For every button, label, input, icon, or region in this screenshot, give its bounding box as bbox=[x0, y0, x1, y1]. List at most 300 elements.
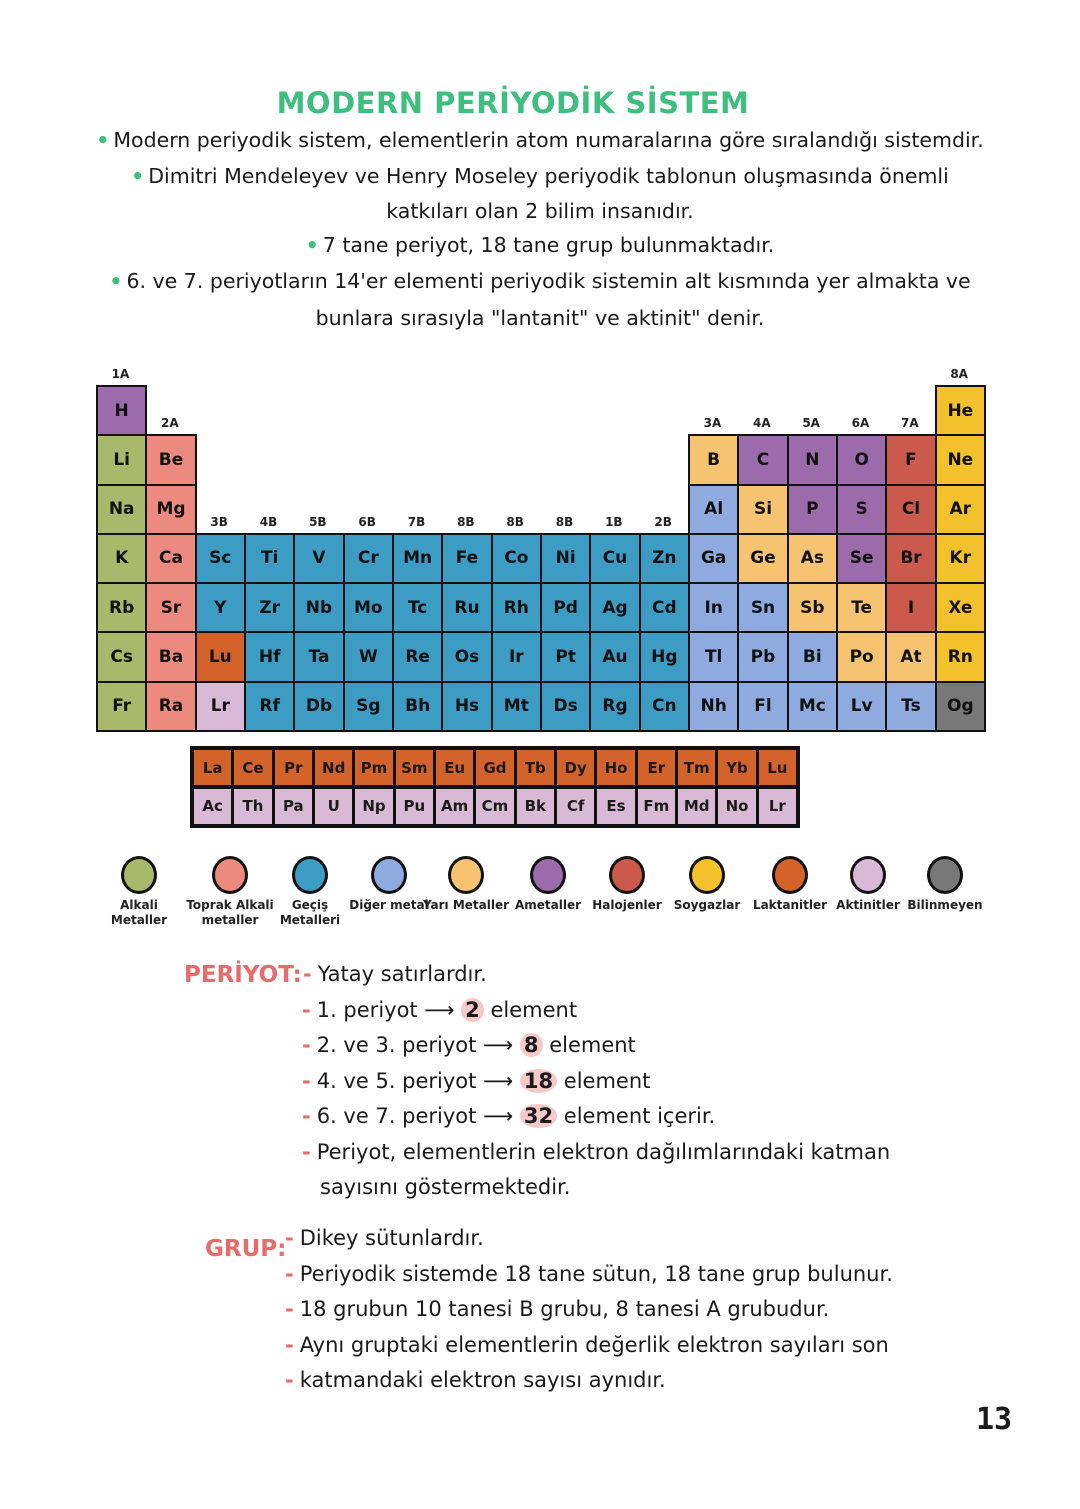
element-symbol: Na bbox=[108, 499, 135, 520]
group-label: 6A bbox=[851, 416, 870, 431]
element-cell bbox=[935, 484, 986, 535]
element-symbol: Rf bbox=[259, 696, 280, 717]
element-symbol: Cl bbox=[901, 499, 921, 520]
element-cell bbox=[935, 434, 986, 485]
dash-marker: - bbox=[285, 1297, 294, 1321]
line-text: 2. ve 3. periyot ⟶ bbox=[316, 1033, 514, 1057]
element-symbol: Ts bbox=[901, 696, 921, 717]
element-cell bbox=[787, 484, 838, 535]
element-symbol: Mo bbox=[354, 597, 383, 618]
element-symbol: V bbox=[312, 548, 326, 569]
highlighted-number: 18 bbox=[520, 1069, 557, 1093]
lanthanide-cell: Gd bbox=[474, 748, 515, 787]
element-symbol: K bbox=[115, 548, 129, 569]
element-symbol: Ni bbox=[555, 548, 576, 569]
element-symbol: Zn bbox=[652, 548, 677, 569]
dash-marker: - bbox=[285, 1368, 294, 1392]
element-cell bbox=[343, 681, 394, 732]
element-cell bbox=[688, 533, 739, 584]
line-text: 18 grubun 10 tanesi B grubu, 8 tanesi A grubudur. bbox=[299, 1297, 830, 1321]
element-symbol: Sc bbox=[209, 548, 232, 569]
element-symbol: In bbox=[704, 597, 723, 618]
element-symbol: Fe bbox=[455, 548, 479, 569]
line-text: 4. ve 5. periyot ⟶ bbox=[316, 1068, 514, 1093]
line-text: 1. periyot ⟶ bbox=[316, 997, 455, 1022]
element-symbol: Bh bbox=[405, 696, 431, 717]
actinide-cell: Th bbox=[232, 787, 273, 826]
element-cell bbox=[244, 582, 295, 633]
element-cell bbox=[589, 582, 640, 633]
periyot-line bbox=[302, 1104, 715, 1128]
element-cell bbox=[392, 533, 443, 584]
element-symbol: Sg bbox=[356, 696, 381, 717]
element-symbol: Rh bbox=[503, 597, 529, 618]
lanthanide-cell: Lu bbox=[757, 748, 798, 787]
element-symbol: Sn bbox=[750, 597, 776, 618]
actinide-cell: Cf bbox=[555, 787, 596, 826]
line-text: sayısını göstermektedir. bbox=[320, 1175, 571, 1199]
periyot-line bbox=[302, 1069, 650, 1093]
group-label: 2A bbox=[161, 416, 179, 431]
intro-text: Dimitri Mendeleyev ve Henry Moseley periyodik tablonun oluşmasında önemli bbox=[148, 164, 949, 188]
element-cell bbox=[343, 582, 394, 633]
actinide-cell: Md bbox=[676, 787, 717, 826]
element-cell bbox=[688, 484, 739, 535]
intro-line bbox=[40, 233, 1040, 257]
lanthanide-cell: Ho bbox=[595, 748, 636, 787]
element-cell bbox=[244, 533, 295, 584]
element-cell bbox=[589, 631, 640, 682]
intro-line bbox=[40, 199, 1040, 223]
element-symbol: Rb bbox=[109, 597, 135, 618]
element-cell bbox=[392, 631, 443, 682]
element-symbol: Sr bbox=[160, 597, 182, 618]
grup-line bbox=[285, 1226, 484, 1250]
element-cell bbox=[441, 533, 492, 584]
element-cell bbox=[540, 582, 591, 633]
element-cell bbox=[96, 434, 147, 485]
line-text: element bbox=[549, 1033, 636, 1057]
element-cell bbox=[885, 484, 936, 535]
element-symbol: Ds bbox=[553, 696, 578, 717]
legend-label: Yarı Metaller bbox=[422, 898, 510, 912]
dash-marker: - bbox=[302, 1104, 311, 1128]
legend-swatch bbox=[292, 856, 328, 894]
actinide-cell: Np bbox=[353, 787, 394, 826]
legend-swatch bbox=[371, 856, 407, 894]
group-label: 8B bbox=[457, 514, 475, 529]
legend-label: Aktinitler bbox=[836, 898, 900, 912]
element-symbol: Pt bbox=[555, 647, 576, 668]
element-cell bbox=[145, 582, 196, 633]
actinide-cell: No bbox=[716, 787, 757, 826]
element-cell bbox=[293, 533, 344, 584]
element-cell bbox=[145, 533, 196, 584]
element-cell bbox=[96, 533, 147, 584]
legend-label: Geçiş Metalleri bbox=[279, 898, 341, 927]
element-symbol: Ra bbox=[158, 696, 184, 717]
dash-marker: - bbox=[285, 1332, 294, 1357]
element-symbol: Be bbox=[158, 449, 184, 470]
grup-line bbox=[285, 1333, 889, 1357]
element-symbol: Hf bbox=[258, 647, 281, 668]
element-symbol: Bi bbox=[802, 647, 822, 668]
element-cell bbox=[343, 631, 394, 682]
element-symbol: Po bbox=[849, 647, 874, 668]
dash-marker: - bbox=[302, 997, 311, 1022]
bullet-icon: • bbox=[109, 269, 123, 293]
element-symbol: Lu bbox=[208, 647, 232, 668]
element-cell bbox=[145, 631, 196, 682]
actinide-cell: Am bbox=[434, 787, 475, 826]
element-cell bbox=[836, 582, 887, 633]
lanthanide-cell: Ce bbox=[232, 748, 273, 787]
line-text: 6. ve 7. periyot ⟶ bbox=[316, 1104, 514, 1128]
element-symbol: Tc bbox=[407, 597, 428, 618]
legend-swatch bbox=[448, 856, 484, 894]
line-text: element bbox=[490, 997, 578, 1022]
line-text: Periyodik sistemde 18 tane sütun, 18 tane grup bulunur. bbox=[299, 1261, 893, 1286]
element-cell bbox=[836, 484, 887, 535]
element-cell bbox=[836, 533, 887, 584]
actinide-cell: Bk bbox=[515, 787, 556, 826]
legend-item bbox=[745, 856, 835, 913]
legend bbox=[108, 856, 1008, 946]
legend-label: Soygazlar bbox=[673, 898, 741, 912]
intro-text: katkıları olan 2 bilim insanıdır. bbox=[386, 199, 694, 223]
element-symbol: Ba bbox=[158, 647, 184, 668]
highlighted-number: 2 bbox=[461, 998, 484, 1022]
element-cell bbox=[737, 434, 788, 485]
element-symbol: Re bbox=[405, 647, 430, 668]
lanthanide-cell: Er bbox=[636, 748, 677, 787]
element-symbol: Ta bbox=[308, 647, 330, 668]
legend-label: Bilinmeyen bbox=[907, 898, 983, 912]
element-cell bbox=[195, 631, 246, 682]
element-symbol: Fr bbox=[112, 696, 132, 717]
legend-item bbox=[185, 856, 275, 928]
element-cell bbox=[392, 681, 443, 732]
element-symbol: As bbox=[800, 548, 824, 569]
element-symbol: Ga bbox=[700, 548, 727, 569]
dash-marker: - bbox=[285, 1226, 294, 1250]
page-title: MODERN PERİYODİK SİSTEM bbox=[276, 86, 750, 120]
group-label: 8B bbox=[506, 514, 524, 529]
element-symbol: C bbox=[756, 449, 770, 470]
actinide-cell: Ac bbox=[192, 787, 233, 826]
legend-item bbox=[662, 856, 752, 913]
element-cell bbox=[145, 484, 196, 535]
element-symbol: Sb bbox=[800, 597, 825, 618]
lanthanide-cell: Pm bbox=[353, 748, 394, 787]
element-cell bbox=[737, 631, 788, 682]
element-symbol: Si bbox=[753, 499, 773, 520]
periyot-heading: PERİYOT: bbox=[184, 962, 302, 988]
legend-label: Halojenler bbox=[592, 898, 662, 912]
element-cell bbox=[195, 681, 246, 732]
legend-label: Diğer metal bbox=[349, 898, 429, 912]
element-symbol: Ar bbox=[949, 499, 972, 520]
element-symbol: W bbox=[358, 647, 378, 668]
periyot-line bbox=[302, 1033, 636, 1057]
element-symbol: Nh bbox=[700, 696, 727, 717]
legend-label: Alkali Metaller bbox=[110, 898, 168, 927]
element-cell bbox=[540, 681, 591, 732]
grup-line bbox=[285, 1368, 666, 1392]
element-symbol: Kr bbox=[949, 548, 972, 569]
periyot-line bbox=[302, 1140, 890, 1164]
element-cell bbox=[491, 533, 542, 584]
dash-marker: - bbox=[302, 1139, 311, 1164]
element-symbol: Db bbox=[305, 696, 333, 717]
element-symbol: Lv bbox=[850, 696, 873, 717]
element-symbol: Co bbox=[504, 548, 529, 569]
element-symbol: Li bbox=[113, 449, 130, 470]
element-cell bbox=[589, 681, 640, 732]
grup-line bbox=[285, 1262, 893, 1286]
group-label: 2B bbox=[654, 514, 672, 529]
group-label: 1B bbox=[605, 514, 623, 529]
lanthanide-cell: Tm bbox=[676, 748, 717, 787]
element-symbol: Ca bbox=[159, 548, 183, 569]
element-cell bbox=[639, 582, 690, 633]
group-label: 4B bbox=[259, 514, 278, 529]
element-cell bbox=[639, 681, 690, 732]
element-symbol: Og bbox=[947, 696, 974, 717]
page-number: 13 bbox=[976, 1402, 1013, 1437]
element-cell bbox=[441, 631, 492, 682]
element-symbol: Mn bbox=[403, 548, 433, 569]
group-label: 7B bbox=[407, 514, 426, 529]
element-symbol: Ir bbox=[508, 647, 524, 668]
element-cell bbox=[491, 631, 542, 682]
intro-line bbox=[40, 269, 1040, 293]
element-symbol: Cr bbox=[357, 548, 379, 569]
legend-item bbox=[94, 856, 184, 928]
legend-swatch bbox=[689, 856, 725, 894]
legend-item bbox=[900, 856, 990, 913]
element-symbol: Xe bbox=[948, 597, 973, 618]
dash-marker: - bbox=[302, 1068, 311, 1093]
intro-text: bunlara sırasıyla "lantanit" ve aktinit" denir. bbox=[315, 306, 765, 330]
element-symbol: Ag bbox=[602, 597, 628, 618]
element-symbol: At bbox=[900, 647, 922, 668]
element-cell bbox=[441, 582, 492, 633]
element-symbol: Te bbox=[851, 597, 873, 618]
element-cell bbox=[639, 533, 690, 584]
element-symbol: Nb bbox=[305, 597, 333, 618]
element-symbol: Ne bbox=[947, 449, 974, 470]
highlighted-number: 32 bbox=[520, 1104, 557, 1128]
element-cell bbox=[540, 631, 591, 682]
lanthanide-cell: Dy bbox=[555, 748, 596, 787]
intro-line bbox=[40, 306, 1040, 330]
element-symbol: Ti bbox=[260, 548, 279, 569]
element-symbol: I bbox=[907, 597, 915, 618]
intro-text: Modern periyodik sistem, elementlerin atom numaralarına göre sıralandığı sistemdir. bbox=[113, 128, 984, 152]
legend-swatch bbox=[212, 856, 248, 894]
element-symbol: Cd bbox=[651, 597, 677, 618]
dash-marker: - bbox=[303, 962, 312, 986]
group-label: 6B bbox=[358, 514, 376, 529]
bullet-icon: • bbox=[131, 164, 145, 188]
element-cell bbox=[885, 582, 936, 633]
element-cell bbox=[787, 434, 838, 485]
element-symbol: Cs bbox=[110, 647, 133, 668]
group-label: 1A bbox=[111, 367, 130, 381]
element-cell bbox=[787, 681, 838, 732]
group-label: 4A bbox=[753, 416, 771, 431]
line-text: Dikey sütunlardır. bbox=[299, 1226, 484, 1250]
legend-swatch bbox=[927, 856, 963, 894]
actinide-cell: Es bbox=[595, 787, 636, 826]
element-cell bbox=[737, 681, 788, 732]
element-cell bbox=[935, 631, 986, 682]
element-cell bbox=[491, 582, 542, 633]
element-symbol: Se bbox=[849, 548, 874, 569]
group-label: 8B bbox=[555, 514, 574, 529]
legend-label: Ametaller bbox=[514, 898, 582, 912]
lanthanide-cell: Eu bbox=[434, 748, 475, 787]
element-cell bbox=[836, 681, 887, 732]
element-cell bbox=[639, 631, 690, 682]
element-cell bbox=[96, 582, 147, 633]
element-cell bbox=[885, 681, 936, 732]
element-cell bbox=[787, 582, 838, 633]
lanthanide-cell: La bbox=[192, 748, 233, 787]
legend-item bbox=[265, 856, 355, 928]
element-cell bbox=[293, 582, 344, 633]
group-label: 3A bbox=[703, 416, 722, 431]
element-cell bbox=[293, 631, 344, 682]
dash-marker: - bbox=[302, 1033, 311, 1057]
element-cell bbox=[688, 434, 739, 485]
legend-label: Laktanitler bbox=[752, 898, 828, 912]
legend-swatch bbox=[772, 856, 808, 894]
element-symbol: Au bbox=[602, 647, 628, 668]
element-cell bbox=[885, 434, 936, 485]
element-symbol: Mg bbox=[156, 499, 186, 520]
intro-text: 7 tane periyot, 18 tane grup bulunmaktadır. bbox=[322, 233, 775, 257]
element-cell bbox=[244, 631, 295, 682]
element-symbol: B bbox=[707, 449, 721, 470]
grup-line bbox=[285, 1297, 829, 1321]
element-symbol: Os bbox=[454, 647, 480, 668]
periodic-table bbox=[96, 367, 984, 730]
lanthanide-cell: Sm bbox=[394, 748, 435, 787]
element-cell bbox=[96, 681, 147, 732]
element-cell bbox=[737, 484, 788, 535]
periyot-line bbox=[320, 1175, 570, 1199]
line-text: katmandaki elektron sayısı aynıdır. bbox=[299, 1368, 666, 1392]
element-symbol: P bbox=[806, 499, 819, 520]
element-symbol: S bbox=[855, 499, 868, 520]
lanthanide-cell: Nd bbox=[313, 748, 354, 787]
element-symbol: Tl bbox=[704, 647, 723, 668]
intro-text: 6. ve 7. periyotların 14'er elementi periyodik sistemin alt kısmında yer almakta ve bbox=[126, 269, 971, 293]
element-symbol: H bbox=[114, 400, 129, 421]
element-cell bbox=[96, 385, 147, 436]
bullet-icon: • bbox=[96, 128, 110, 152]
element-cell bbox=[441, 681, 492, 732]
element-cell bbox=[96, 484, 147, 535]
lanthanide-cell: Pr bbox=[273, 748, 314, 787]
element-cell bbox=[688, 631, 739, 682]
actinide-cell: U bbox=[313, 787, 354, 826]
element-cell bbox=[688, 582, 739, 633]
actinide-cell: Pu bbox=[394, 787, 435, 826]
group-label: 5B bbox=[309, 514, 327, 529]
element-cell bbox=[343, 533, 394, 584]
element-cell bbox=[96, 631, 147, 682]
element-cell bbox=[195, 582, 246, 633]
intro-line bbox=[40, 128, 1040, 152]
element-cell bbox=[885, 631, 936, 682]
legend-label: Toprak Alkali metaller bbox=[186, 898, 274, 927]
legend-swatch bbox=[530, 856, 566, 894]
actinide-cell: Cm bbox=[474, 787, 515, 826]
element-cell bbox=[491, 681, 542, 732]
element-cell bbox=[787, 533, 838, 584]
element-cell bbox=[589, 533, 640, 584]
group-label: 3B bbox=[210, 514, 228, 529]
group-label: 8A bbox=[950, 367, 968, 381]
element-symbol: Br bbox=[900, 548, 922, 569]
element-symbol: Pd bbox=[553, 597, 578, 618]
line-text: element bbox=[563, 1068, 651, 1093]
element-cell bbox=[885, 533, 936, 584]
legend-item bbox=[503, 856, 593, 913]
dash-marker: - bbox=[285, 1261, 294, 1286]
element-symbol: Mc bbox=[798, 696, 826, 717]
line-text: Aynı gruptaki elementlerin değerlik elektron sayıları son bbox=[299, 1332, 889, 1357]
element-cell bbox=[935, 385, 986, 436]
element-cell bbox=[540, 533, 591, 584]
line-text: Yatay satırlardır. bbox=[317, 962, 487, 986]
element-cell bbox=[688, 681, 739, 732]
element-cell bbox=[737, 533, 788, 584]
element-symbol: Cu bbox=[602, 548, 628, 569]
periyot-line bbox=[303, 962, 487, 986]
highlighted-number: 8 bbox=[520, 1033, 543, 1057]
legend-item bbox=[582, 856, 672, 913]
element-symbol: Mt bbox=[503, 696, 529, 717]
group-label: 7A bbox=[901, 416, 919, 431]
grup-heading: GRUP: bbox=[205, 1236, 287, 1262]
actinide-cell: Pa bbox=[273, 787, 314, 826]
actinide-cell: Fm bbox=[636, 787, 677, 826]
element-symbol: Ge bbox=[750, 548, 776, 569]
element-cell bbox=[737, 582, 788, 633]
legend-swatch bbox=[850, 856, 886, 894]
element-cell bbox=[145, 434, 196, 485]
element-cell bbox=[145, 681, 196, 732]
element-cell bbox=[195, 533, 246, 584]
element-cell bbox=[836, 631, 887, 682]
element-cell bbox=[392, 582, 443, 633]
line-text: Periyot, elementlerin elektron dağılımlarındaki katman bbox=[316, 1139, 891, 1164]
element-symbol: F bbox=[905, 449, 917, 470]
element-cell bbox=[244, 681, 295, 732]
element-symbol: Cn bbox=[652, 696, 677, 717]
element-symbol: Ru bbox=[454, 597, 480, 618]
element-cell bbox=[935, 582, 986, 633]
element-cell bbox=[935, 533, 986, 584]
group-label: 5A bbox=[802, 416, 820, 431]
lanthanide-actinide-table bbox=[190, 746, 800, 828]
element-symbol: Y bbox=[214, 597, 227, 618]
legend-swatch bbox=[609, 856, 645, 894]
